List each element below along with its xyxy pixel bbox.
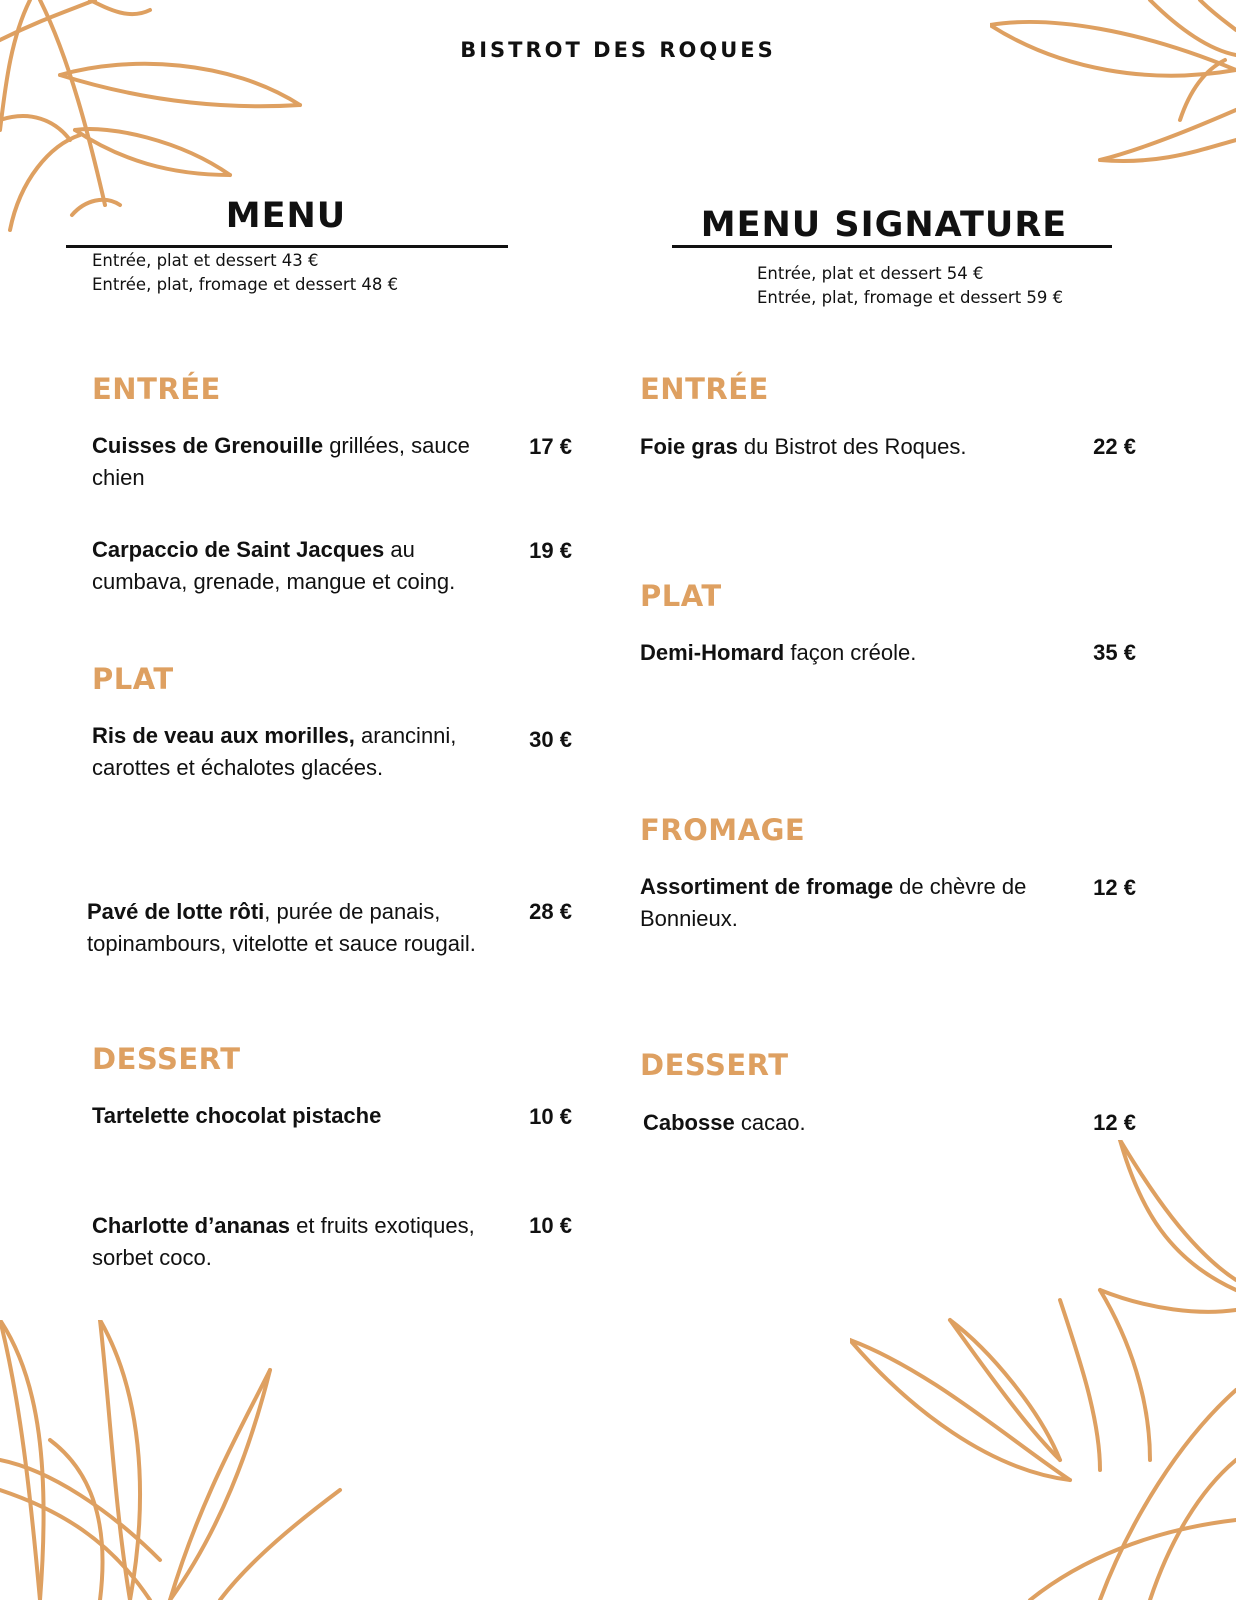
dish-assortiment-de-fromage — [640, 871, 1052, 935]
dish-demi-homard — [640, 637, 1060, 669]
dish-name: Carpaccio de Saint Jacques — [92, 537, 385, 562]
dish-name: Cabosse — [643, 1110, 735, 1135]
leaf-decoration-top-right — [990, 0, 1236, 170]
dish-description: , purée de panais, topinambours, vitelotte et sauce rougail. — [87, 899, 476, 956]
dish-foie-gras — [640, 431, 1060, 463]
dish-ris-de-veau — [92, 720, 504, 784]
dish-price: 10 € — [529, 1213, 572, 1238]
signature-section-entree: ENTRÉE — [640, 372, 769, 406]
dish-name: Demi-Homard — [640, 640, 785, 665]
menu-section-plat: PLAT — [92, 662, 174, 696]
menu-section-entree: ENTRÉE — [92, 372, 221, 406]
dish-description: de chèvre de Bonnieux. — [640, 874, 1027, 931]
leaf-decoration-bottom-left — [0, 1320, 360, 1600]
menu-signature-title-rule — [672, 245, 1112, 248]
dish-description: et fruits exotiques, sorbet coco. — [92, 1213, 475, 1270]
dish-name: Cuisses de Grenouille — [92, 433, 324, 458]
dish-cabosse — [643, 1107, 1055, 1139]
dish-charlotte-ananas — [92, 1210, 522, 1274]
dish-name: Foie gras — [640, 434, 738, 459]
signature-section-dessert: DESSERT — [640, 1048, 789, 1082]
menu-title: MENU — [225, 196, 347, 236]
menu-signature-price-tier-1: Entrée, plat et dessert 54 € — [757, 264, 984, 283]
menu-price-tier-1: Entrée, plat et dessert 43 € — [92, 251, 319, 270]
dish-price: 19 € — [529, 538, 572, 563]
menu-section-dessert: DESSERT — [92, 1042, 241, 1076]
dish-price: 35 € — [1093, 640, 1136, 665]
signature-section-plat: PLAT — [640, 579, 722, 613]
dish-pave-de-lotte — [87, 896, 499, 960]
dish-price: 30 € — [529, 727, 572, 752]
dish-price: 12 € — [1093, 1110, 1136, 1135]
dish-description: du Bistrot des Roques. — [737, 434, 967, 459]
restaurant-name: BISTROT DES ROQUES — [460, 38, 776, 62]
dish-price: 12 € — [1093, 875, 1136, 900]
dish-description: arancinni, carottes et échalotes glacées. — [92, 723, 457, 780]
dish-name: Ris de veau aux morilles, — [92, 723, 355, 748]
dish-tartelette-chocolat-pistache — [92, 1100, 504, 1132]
leaf-decoration-bottom-right — [850, 1140, 1236, 1600]
dish-price: 22 € — [1093, 434, 1136, 459]
dish-name: Tartelette chocolat pistache — [92, 1103, 382, 1128]
dish-description: grillées, sauce chien — [92, 433, 470, 490]
dish-price: 17 € — [529, 434, 572, 459]
dish-name: Charlotte d’ananas — [92, 1213, 291, 1238]
dish-description: cacao. — [734, 1110, 806, 1135]
menu-signature-price-tier-2: Entrée, plat, fromage et dessert 59 € — [757, 288, 1064, 307]
dish-carpaccio-de-saint-jacques — [92, 534, 512, 598]
dish-price: 28 € — [529, 899, 572, 924]
menu-title-rule — [66, 245, 508, 248]
menu-signature-title: MENU SIGNATURE — [700, 205, 1068, 245]
dish-cuisses-de-grenouille — [92, 430, 512, 494]
dish-description: façon créole. — [784, 640, 917, 665]
dish-description: au cumbava, grenade, mangue et coing. — [92, 537, 456, 594]
dish-name: Pavé de lotte rôti — [87, 899, 265, 924]
dish-name: Assortiment de fromage — [640, 874, 894, 899]
signature-section-fromage: FROMAGE — [640, 813, 806, 847]
dish-price: 10 € — [529, 1104, 572, 1129]
menu-price-tier-2: Entrée, plat, fromage et dessert 48 € — [92, 275, 399, 294]
